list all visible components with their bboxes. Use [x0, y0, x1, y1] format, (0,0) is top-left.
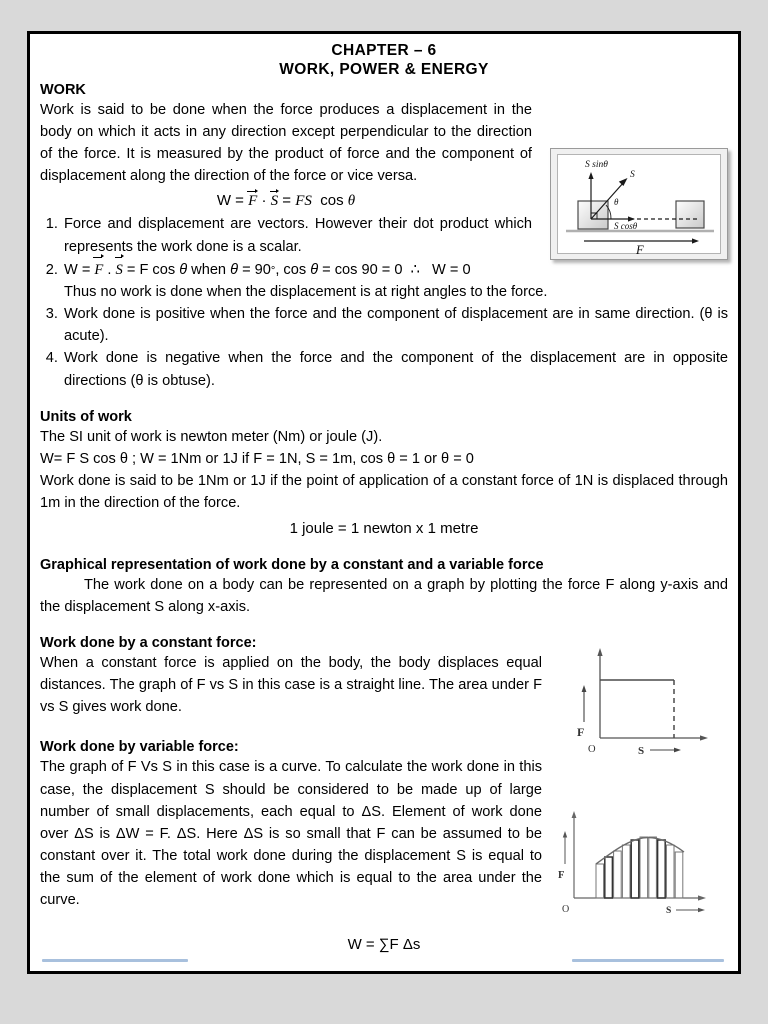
diagram-canvas	[557, 154, 721, 257]
section-heading-units: Units of work	[40, 408, 132, 425]
graphical-paragraph	[40, 574, 728, 618]
variable-force-paragraph: The graph of F Vs S in this case is a curve. To calculate the work done in this case, the displacement S should be considered to be made up of large number of small displacements, each equal to ΔS. Element of work done over ΔS is ΔW = F. ΔS. Here ΔS is so small that F can be assumed to be constant over it. The total work done during the displacement S is equal to the sum of the element of work done which is equal to the area under the curve.	[40, 759, 542, 909]
constant-force-paragraph: When a constant force is applied on the body, the body displaces equal distances. The graph of F vs S in this case is a straight line. The area under F vs S gives work done.	[40, 654, 542, 716]
footer-rule-left	[42, 959, 188, 962]
variable-graph-y-label: F	[558, 870, 565, 881]
label-theta: θ	[614, 197, 619, 207]
force-displacement-diagram	[550, 148, 728, 260]
section-heading-work: WORK	[40, 81, 86, 98]
constant-graph-x-label: S	[638, 745, 645, 757]
work-point-3	[62, 303, 728, 347]
variable-graph-origin-label: O	[562, 904, 570, 915]
footer-rule-right	[572, 959, 724, 962]
joule-equation: 1 joule = 1 newton x 1 metre	[289, 519, 479, 537]
units-line-1: The SI unit of work is newton meter (Nm) or joule (J).	[40, 428, 383, 445]
work-point-3-text: Work done is positive when the force and the component of displacement are in same direction. (θ is acute).	[64, 306, 728, 345]
units-line-2: W= F S cos θ ; W = 1Nm or 1J if F = 1N, S = 1m, cos θ = 1 or θ = 0	[40, 450, 474, 467]
section-heading-variable-force: Work done by variable force:	[40, 739, 239, 756]
variable-force-equation: W = ∑F Δs	[347, 935, 421, 953]
label-s-cos-theta: S cosθ	[614, 221, 638, 231]
work-point-2: 2. W = F . S = F cos θ when θ = 90°, cos θ = cos 90 = 0 ∴ W = 0 Thus no work is done when the displacement is at right angles to the force.	[62, 258, 728, 303]
units-line-3: Work done is said to be 1Nm or 1J if the point of application of a constant force of 1N is displaced through 1m in the direction of the force.	[40, 473, 728, 512]
label-s: S	[630, 170, 635, 180]
work-point-4-text: Work done is negative when the force and the component of the displacement are in opposite directions (θ is obtuse).	[64, 350, 728, 389]
section-heading-constant-force: Work done by a constant force:	[40, 634, 257, 651]
graphical-body-text: The work done on a body can be represented on a graph by plotting the force F along y-axis and the displacement S along x-axis.	[40, 576, 728, 615]
variable-graph-x-label: S	[666, 906, 672, 916]
constant-graph-origin-label: O	[588, 744, 596, 755]
variable-force-graph	[552, 806, 720, 918]
chapter-subtitle: WORK, POWER & ENERGY	[279, 61, 489, 79]
work-point-1-text: Force and displacement are vectors. However their dot product which represents the work done is a scalar.	[64, 216, 532, 255]
constant-force-graph	[560, 640, 720, 758]
variable-force-graph-svg	[552, 806, 720, 918]
work-point-2-line2: Thus no work is done when the displacement is at right angles to the force.	[64, 283, 548, 300]
work-intro-paragraph: Work is said to be done when the force produces a displacement in the body on which it acts in any direction except perpendicular to the direction of the force. It is measured by the product of force and the component of displacement along the direction of the force or vice versa.	[40, 101, 532, 185]
label-f: F	[636, 243, 644, 257]
section-heading-graphical: Graphical representation of work done by a constant and a variable force	[40, 556, 544, 573]
label-s-sin-theta: S sinθ	[585, 160, 608, 170]
document-page	[27, 31, 741, 974]
work-main-formula: W = F · S = FS cos θ	[216, 192, 356, 210]
riemann-strips	[596, 837, 683, 898]
work-point-4	[62, 347, 728, 391]
diagram-svg	[558, 155, 722, 255]
constant-graph-y-label: F	[577, 725, 585, 739]
chapter-title: CHAPTER – 6	[331, 42, 437, 59]
constant-force-graph-svg	[560, 640, 720, 758]
page-content	[30, 34, 738, 971]
